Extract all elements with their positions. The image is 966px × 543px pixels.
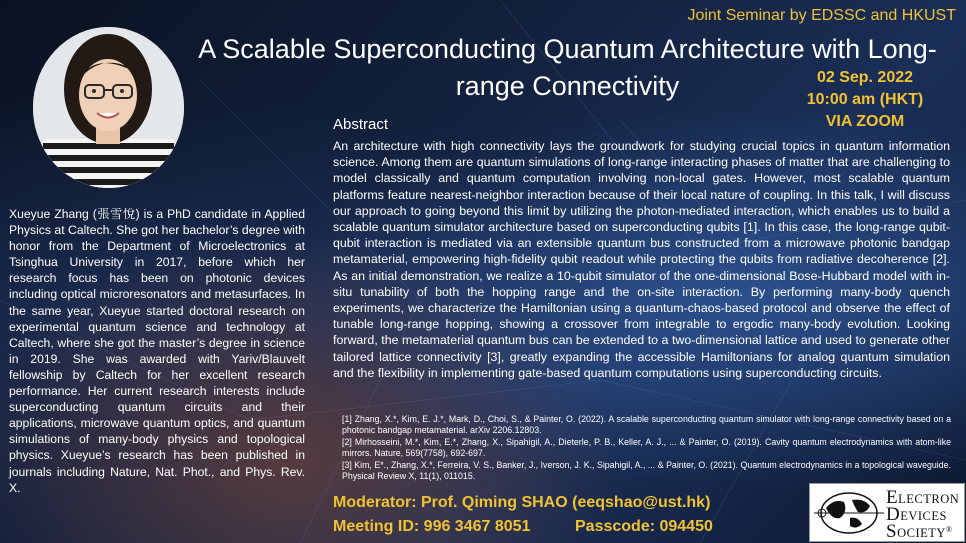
speaker-bio: Xueyue Zhang (張雪悅) is a PhD candidate in Applied Physics at Caltech. She got her bachelor’s degree with honor from the Department of Microelectronics at Tsinghua University in 2017, before which her research focus has been on photonic devices including optical microresonators and metasurfaces. In the same year, Xueyue started doctoral research on experimental quantum science and technology at Caltech, where she got the master’s degree in science in 2019. She was awarded with Yariv/Blauvelt fellowship by Caltech for her excellent research performance. Her current research interests include superconducting quantum circuits and their applications, microwave quantum optics, and quantum simulations of many-body physics and topological physics. Xueyue’s research has been published in journals including Nature, Nat. Phot., and Phys. Rev. X. [9, 207, 305, 495]
event-details [800, 67, 930, 133]
moderator-info: Moderator: Prof. Qiming SHAO (eeqshao@ust.hk) [333, 494, 711, 511]
talk-title: A Scalable Superconducting Quantum Architecture with Long-range Connectivity [198, 34, 937, 101]
logo-line-2: DEVICES [886, 504, 947, 525]
event-date: 02 Sep. 2022 [816, 69, 914, 86]
abstract-body: An architecture with high connectivity lays the groundwork for studying crucial topics in quantum information science. Among them are quantum simulations of long-range interacting phases of matter that are challenging to model classically and quantum computation involving non-local gates. However, most scalable quantum platforms feature nearest-neighbor interaction because of their local nature of coupling. In this talk, I will discuss our approach to going beyond this limit by utilizing the photon-mediated interaction, which enables us to build a scalable quantum simulator architecture based on superconducting qubits [1]. In this case, the long-range qubit-qubit interaction is mediated via an extensible quantum bus constructed from a microwave photonic bandgap metamaterial, empowering high-fidelity qubit readout while protecting the qubits from radiative decoherence [2]. As an initial demonstration, we realize a 10-qubit simulator of the one-dimensional Bose-Hubbard model with in-situ tunability of both the hopping range and the on-site interaction. By performing many-body quench experiments, we characterize the Hamiltonian using a quantum-chaos-based protocol and observe the effect of tunable long-range hopping, showing a crossover from integrable to ergodic many-body evolution. Looking forward, the metamaterial quantum bus can be extended to a two-dimensional lattice and used to generate other tailored lattice connectivity [3], greatly expanding the accessible Hamiltonians for analog quantum simulation and the flexibility in implementing gate-based quantum computations using superconducting circuits. [333, 139, 950, 380]
reference-2: [2] Mirhosseini, M.*, Kim, E.*, Zhang, X., Sipahigil, A., Dieterle, P. B., Keller, A. J., ... & Painter, O. (2019). Cavity quantum electrodynamics with atom-like mirrors. Nature, 569(7758), 692-697. [342, 436, 951, 459]
reference-list [342, 414, 951, 482]
event-platform: VIA ZOOM [825, 113, 905, 130]
reference-1: [1] Zhang, X.*, Kim, E. J.*, Mark, D., Choi, S., & Painter, O. (2022). A scalable superconducting quantum simulator with long-range connectivity based on a photonic bandgap metamaterial. arXiv 2206.12803. [342, 414, 951, 436]
speaker-photo [33, 27, 184, 188]
meeting-passcode: Passcode: 094450 [575, 518, 713, 535]
globe-icon [814, 490, 884, 536]
seminar-label: Joint Seminar by EDSSC and HKUST [687, 7, 956, 24]
abstract-heading: Abstract [333, 116, 389, 133]
logo-line-1: ELECTRON [886, 487, 960, 508]
eds-logo [809, 483, 965, 542]
meeting-id: Meeting ID: 996 3467 8051 [333, 518, 531, 535]
event-time: 10:00 am (HKT) [806, 91, 924, 108]
reference-3: [3] Kim, E*., Zhang, X.*, Ferreira, V. S., Banker, J., Iverson, J. K., Sipahigil, A., ... & Painter, O. (2021). Quantum electrodynamics in a topological waveguide. Physical Review X, 11(1), 011015. [342, 459, 951, 482]
logo-line-3: SOCIETY® [886, 521, 953, 542]
